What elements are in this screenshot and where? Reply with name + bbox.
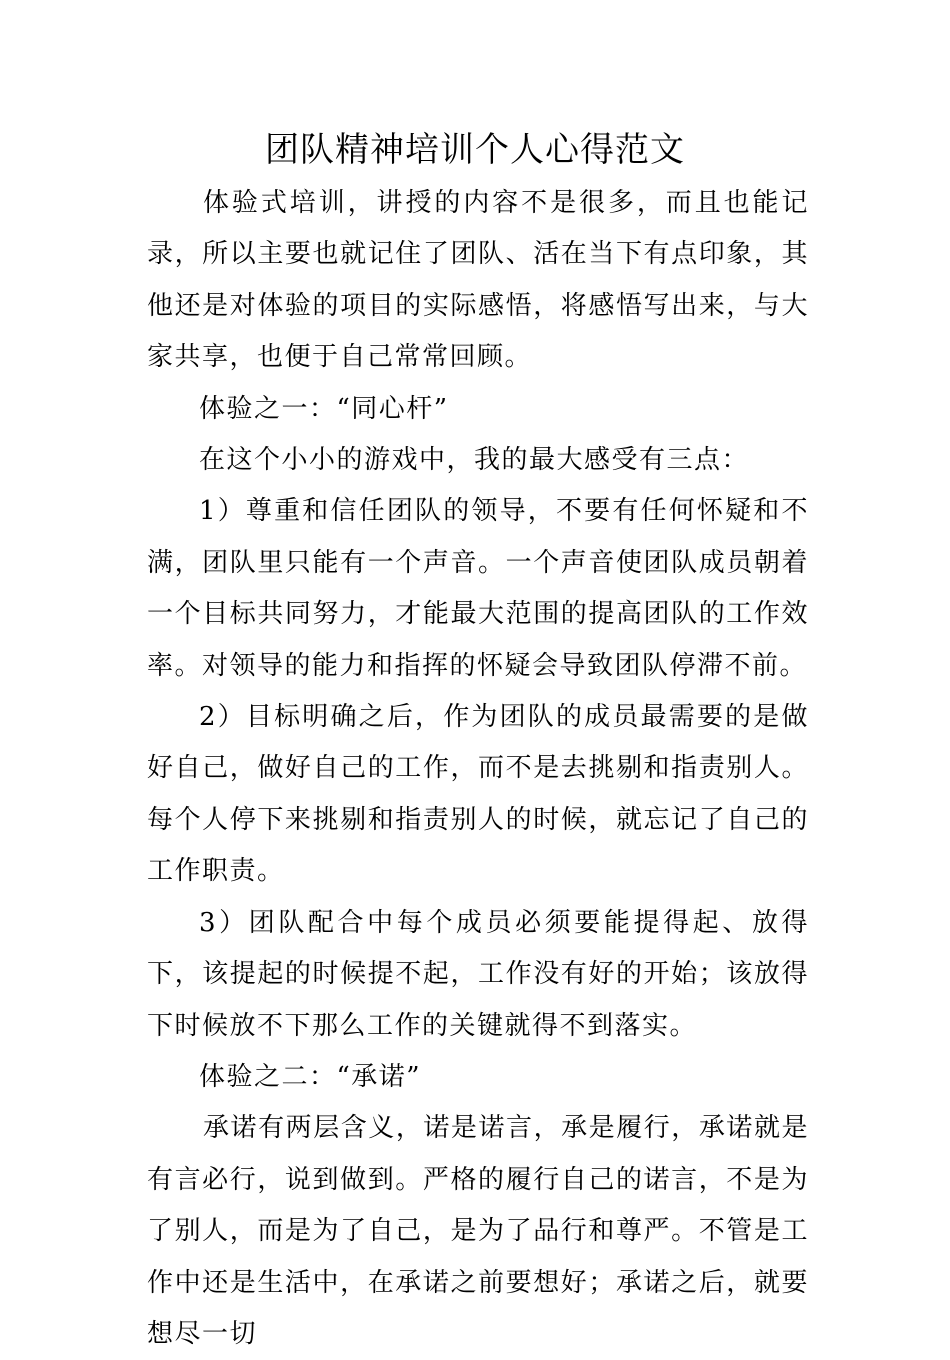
- paragraph-point-one: 1）尊重和信任团队的领导，不要有任何怀疑和不满，团队里只能有一个声音。一个声音使团队成员朝着一个目标共同努力，才能最大范围的提高团队的工作效率。对领导的能力和指挥的怀疑会导致团队停滞不前。: [147, 496, 809, 681]
- paragraph-game-feelings: 在这个小小的游戏中，我的最大感受有三点：: [199, 445, 750, 476]
- paragraph-point-two: 2）目标明确之后，作为团队的成员最需要的是做好自己，做好自己的工作，而不是去挑剔和指责别人。每个人停下来挑剔和指责别人的时候，就忘记了自己的工作职责。: [147, 702, 809, 887]
- paragraph-heading-experience-two: 体验之二：“承诺”: [199, 1061, 422, 1092]
- paragraph-promise: 承诺有两层含义，诺是诺言，承是履行，承诺就是有言必行，说到做到。严格的履行自己的诺言，不是为了别人，而是为了自己，是为了品行和尊严。不管是工作中还是生活中，在承诺之前要想好；承诺之后，就要想尽一切: [147, 1113, 809, 1349]
- paragraph-heading-experience-one: 体验之一：“同心杆”: [199, 393, 449, 424]
- document-title: 团队精神培训个人心得范文: [265, 130, 685, 170]
- paragraph-point-three: 3）团队配合中每个成员必须要能提得起、放得下，该提起的时候提不起，工作没有好的开始；该放得下时候放不下那么工作的关键就得不到落实。: [147, 907, 809, 1041]
- document-body: [147, 178, 809, 1360]
- paragraph-intro: 体验式培训，讲授的内容不是很多，而且也能记录，所以主要也就记住了团队、活在当下有点印象，其他还是对体验的项目的实际感悟，将感悟写出来，与大家共享，也便于自己常常回顾。: [147, 188, 809, 373]
